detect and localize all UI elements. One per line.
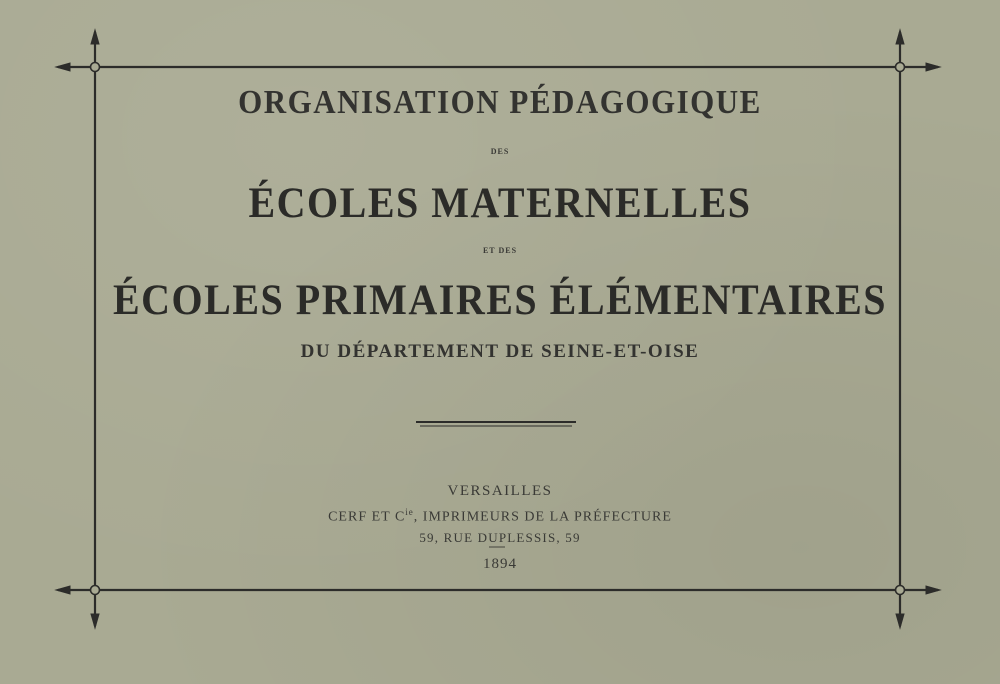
divider-double-rule-icon xyxy=(416,422,576,426)
title-connector-et-des: ET DES xyxy=(482,246,518,255)
corner-ornament-bottom-right-icon xyxy=(896,586,941,629)
title-ecoles-maternelles: ÉCOLES MATERNELLES xyxy=(248,178,752,227)
title-connector-des: DES xyxy=(490,147,510,156)
imprint-printer xyxy=(0,507,1000,526)
imprint-address: 59, RUE DUPLESSIS, 59 xyxy=(419,530,581,545)
imprint-printer-prefix: CERF ET C xyxy=(328,509,406,525)
title-heading: ORGANISATION PÉDAGOGIQUE xyxy=(238,82,762,121)
title-ecoles-primaires: ÉCOLES PRIMAIRES ÉLÉMENTAIRES xyxy=(112,275,888,324)
corner-ornament-bottom-left-icon xyxy=(56,586,100,629)
corner-ornament-top-left-icon xyxy=(56,30,100,72)
corner-ornament-top-right-icon xyxy=(896,30,941,72)
imprint-year: 1894 xyxy=(483,556,517,572)
title-department: DU DÉPARTEMENT DE SEINE-ET-OISE xyxy=(300,341,700,362)
imprint-printer-sup: ie xyxy=(405,507,414,517)
imprint-printer-suffix: , IMPRIMEURS DE LA PRÉFECTURE xyxy=(413,509,672,525)
imprint-city: VERSAILLES xyxy=(447,483,553,499)
